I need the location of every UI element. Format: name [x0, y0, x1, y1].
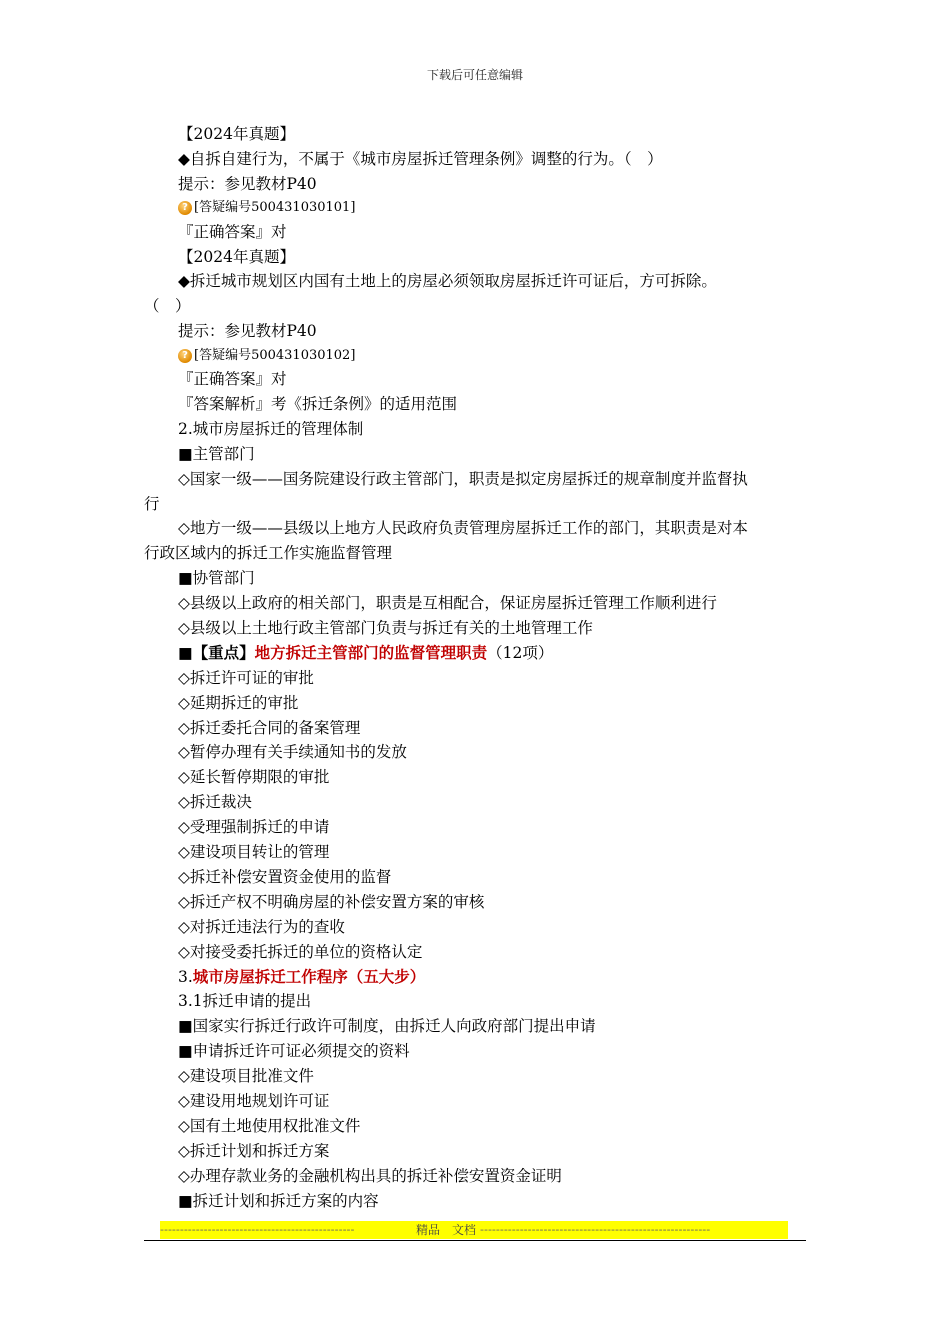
text-line: ◇县级以上土地行政主管部门负责与拆迁有关的土地管理工作	[178, 619, 593, 638]
text-line: （ ）	[144, 297, 191, 316]
list-item: ◇拆迁委托合同的备案管理	[178, 718, 361, 737]
list-item: ◇对接受委托拆迁的单位的资格认定	[178, 942, 423, 961]
text-line: 『答案解析』考《拆迁条例》的适用范围	[178, 395, 458, 414]
list-item: ◇对拆迁违法行为的查收	[178, 917, 345, 936]
list-item: ◇建设项目批准文件	[178, 1067, 314, 1086]
text-line: 『正确答案』对	[178, 370, 287, 389]
text-line: 行政区域内的拆迁工作实施监督管理	[144, 544, 393, 563]
section-number: 3.	[178, 967, 193, 986]
list-item: ◇受理强制拆迁的申请	[178, 818, 330, 837]
text-line: ◆拆迁城市规划区内国有土地上的房屋必须领取房屋拆迁许可证后，方可拆除。	[178, 272, 717, 291]
list-item: ◇暂停办理有关手续通知书的发放	[178, 743, 407, 762]
qa-number: [答疑编号500431030102]	[194, 347, 356, 363]
document-body	[144, 122, 804, 1213]
text-line: ◇地方一级——县级以上地方人民政府负责管理房屋拆迁工作的部门，其职责是对本	[178, 519, 748, 538]
section-heading	[144, 965, 804, 990]
text-line: 【2024年真题】	[178, 125, 295, 143]
text-line: ◇国家一级——国务院建设行政主管部门，职责是拟定房屋拆迁的规章制度并监督执	[178, 469, 748, 488]
qa-reference[interactable]	[144, 344, 804, 367]
text-line: ◆自拆自建行为，不属于《城市房屋拆迁管理条例》调整的行为。（ ）	[178, 149, 663, 168]
footer-rule	[144, 1240, 806, 1241]
text-line: 【2024年真题】	[178, 247, 295, 266]
text-line: ■协管部门	[178, 569, 255, 588]
list-item: ◇拆迁产权不明确房屋的补偿安置方案的审核	[178, 892, 485, 911]
subsection-heading: 3.1拆迁申请的提出	[178, 992, 312, 1011]
question-icon[interactable]: ?	[178, 349, 192, 363]
key-point-marker: ■【重点】	[178, 642, 255, 662]
list-item: ◇拆迁补偿安置资金使用的监督	[178, 867, 392, 886]
list-item: ◇拆迁裁决	[178, 793, 252, 812]
list-item: ◇延期拆迁的审批	[178, 693, 299, 712]
qa-reference[interactable]	[144, 197, 804, 220]
page-header: 下载后可任意编辑	[426, 68, 523, 82]
list-item: ◇拆迁计划和拆迁方案	[178, 1141, 330, 1160]
list-item: ◇建设用地规划许可证	[178, 1091, 330, 1110]
text-line: 提示：参见教材P40	[178, 174, 317, 193]
text-line: ■申请拆迁许可证必须提交的资料	[178, 1042, 410, 1061]
section-title: 城市房屋拆迁工作程序（五大步）	[192, 966, 426, 986]
list-item: ◇办理存款业务的金融机构出具的拆迁补偿安置资金证明	[178, 1166, 562, 1185]
key-point-title: 地方拆迁主管部门的监督管理职责	[254, 642, 488, 662]
text-line: ■拆迁计划和拆迁方案的内容	[178, 1191, 379, 1210]
text-line: 行	[144, 494, 160, 513]
text-line: 提示：参见教材P40	[178, 322, 317, 341]
text-line: ■国家实行拆迁行政许可制度，由拆迁人向政府部门提出申请	[178, 1017, 596, 1036]
list-item: ◇拆迁许可证的审批	[178, 668, 314, 687]
key-point-count: （12项）	[487, 643, 554, 662]
section-heading: 2.城市房屋拆迁的管理体制	[178, 419, 364, 438]
list-item: ◇延长暂停期限的审批	[178, 768, 330, 787]
text-line: ■主管部门	[178, 444, 255, 463]
key-point-line	[144, 641, 804, 666]
footer-label: 精品 文档	[416, 1223, 477, 1237]
text-line: 『正确答案』对	[178, 222, 287, 241]
qa-number: [答疑编号500431030101]	[194, 200, 356, 216]
text-line: ◇县级以上政府的相关部门，职责是互相配合，保证房屋拆迁管理工作顺利进行	[178, 594, 717, 613]
list-item: ◇建设项目转让的管理	[178, 843, 330, 862]
footer-dashes-left: -------------------------------------------------	[160, 1223, 355, 1236]
list-item: ◇国有土地使用权批准文件	[178, 1116, 361, 1135]
footer-banner	[160, 1221, 788, 1239]
footer-dashes-right: ----------------------------------------------------------	[480, 1223, 711, 1236]
question-icon[interactable]: ?	[178, 201, 192, 215]
